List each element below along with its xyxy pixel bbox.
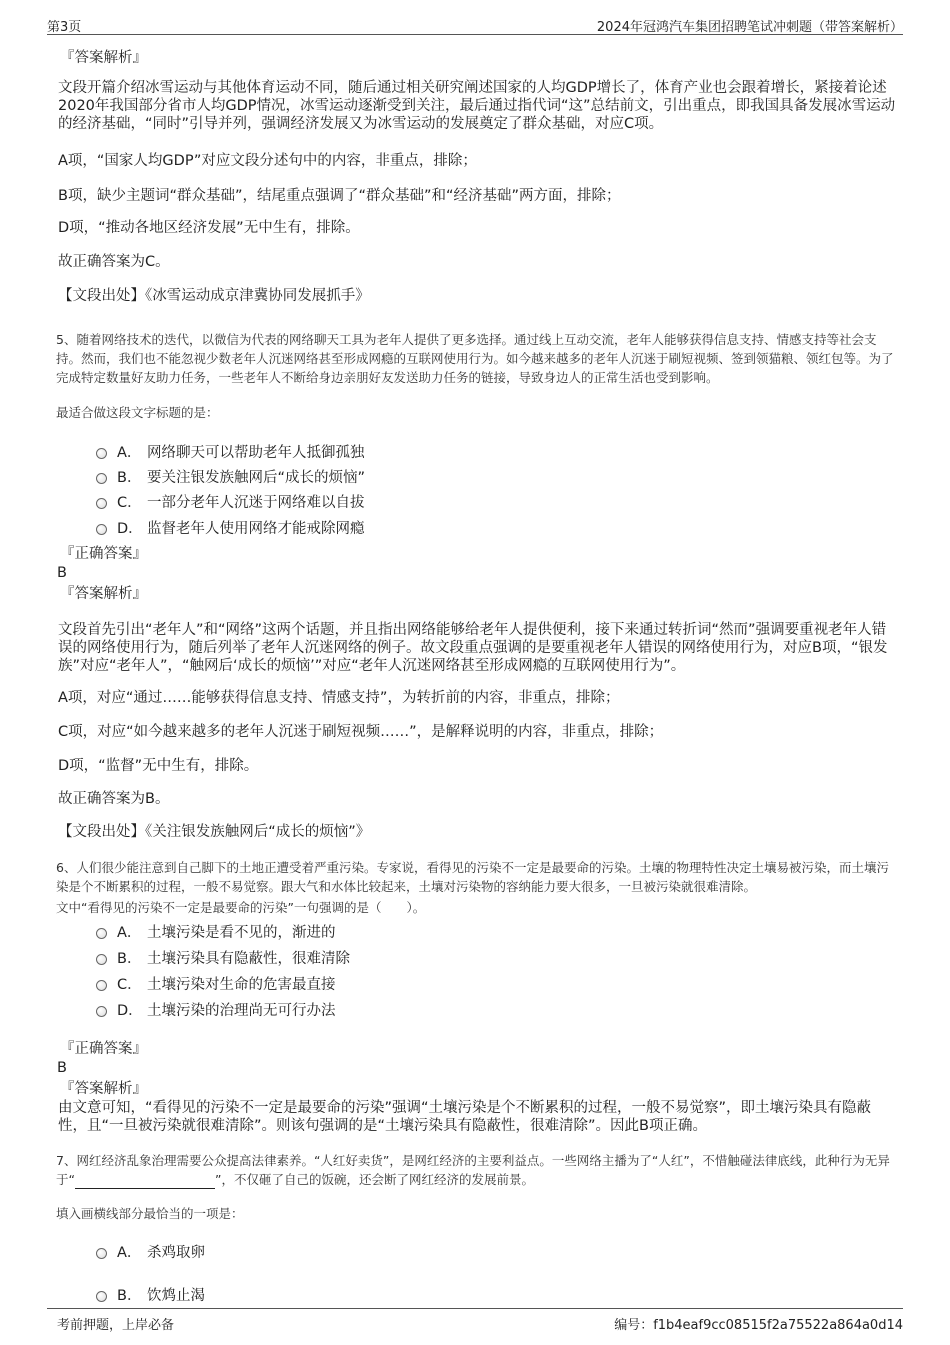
radio-icon[interactable]: [96, 524, 107, 535]
page-footer: [47, 1308, 903, 1331]
option-text: 监督老年人使用网络才能戒除网瘾: [147, 521, 365, 537]
radio-icon[interactable]: [96, 448, 107, 459]
radio-icon[interactable]: [96, 1248, 107, 1259]
radio-icon[interactable]: [96, 980, 107, 991]
analysis-heading: 『答案解析』: [60, 1081, 147, 1097]
question-7-stem: [56, 1151, 898, 1189]
conclusion: 故正确答案为B。: [58, 791, 170, 807]
question-5-option-a[interactable]: [96, 441, 365, 461]
analysis-option-a: A项，“国家人均GDP”对应文段分述句中的内容，非重点，排除；: [58, 153, 477, 169]
radio-icon[interactable]: [96, 1006, 107, 1017]
analysis-option-b: B项，缺少主题词“群众基础”，结尾重点强调了“群众基础”和“经济基础”两方面，排除；: [58, 188, 621, 204]
radio-icon[interactable]: [96, 473, 107, 484]
analysis-paragraph: 由文意可知，“看得见的污染不一定是最要命的污染”强调“土壤污染是个不断累积的过程，一般不易觉察”，即土壤污染具有隐蔽性，且“一旦被污染就很难清除”。则该句强调的是“土壤污染具有隐蔽性，很难清除”。因此B项正确。: [58, 1100, 872, 1134]
option-text: 要关注银发族触网后“成长的烦恼”: [147, 470, 366, 486]
question-5-option-c[interactable]: [96, 491, 365, 511]
option-text: 杀鸡取卵: [147, 1245, 205, 1261]
analysis-heading: 『答案解析』: [60, 50, 147, 66]
document-title: 2024年冠鸿汽车集团招聘笔试冲刺题（带答案解析）: [596, 20, 903, 35]
question-6-option-b[interactable]: [96, 947, 350, 967]
analysis-option-c: C项，对应“如今越来越多的老年人沉迷于刷短视频……”，是解释说明的内容，非重点，排除；: [58, 724, 664, 740]
question-5-prompt: 最适合做这段文字标题的是：: [56, 405, 219, 420]
question-5-option-d[interactable]: [96, 517, 365, 537]
conclusion: 故正确答案为C。: [58, 254, 170, 270]
source-citation: 【文段出处】《关注银发族触网后“成长的烦恼”》: [58, 824, 371, 840]
question-7-prompt: 填入画横线部分最恰当的一项是：: [56, 1206, 244, 1221]
option-letter: B．: [117, 1288, 142, 1304]
analysis-option-d: D项，“推动各地区经济发展”无中生有，排除。: [58, 220, 360, 236]
option-letter: C．: [117, 495, 142, 511]
option-letter: C．: [117, 977, 142, 993]
analysis-paragraph: 文段首先引出“老年人”和“网络”这两个话题，并且指出网络能够给老年人提供便利，接下来通过转折词“然而”强调要重视老年人错误的网络使用行为，随后列举了老年人沉迷网络的例子。故文段重点强调的是要重视老年人错误的网络使用行为，对应B项，“银发族”对应“老年人”，“触网后‘成长的烦恼’”对应“老年人沉迷网络甚至形成网瘾的互联网使用行为”。: [58, 622, 888, 674]
option-text: 一部分老年人沉迷于网络难以自拔: [147, 495, 365, 511]
page-header: [47, 14, 903, 35]
question-6-stem: 6、人们很少能注意到自己脚下的土地正遭受着严重污染。专家说，看得见的污染不一定是最要命的污染。土壤的物理特性决定土壤易被污染，而土壤污染是个不断累积的过程，一般不易觉察。跟大气和水体比较起来，土壤对污染物的容纳能力要大很多，一旦被污染就很难清除。: [56, 860, 889, 894]
question-7-option-a[interactable]: [96, 1241, 205, 1261]
correct-answer: B: [57, 565, 67, 581]
correct-answer: B: [57, 1060, 67, 1076]
question-7-stem-start: 7、网红经济乱象治理需要公众提高法律素养。“人红好卖货”，是网红经济的主要利益点。一些网络主播为了“人红”，不惜触碰法律底线，此种行为无异于“: [56, 1153, 890, 1187]
option-letter: A．: [117, 445, 142, 461]
correct-answer-heading: 『正确答案』: [60, 1041, 147, 1057]
option-letter: A．: [117, 925, 142, 941]
option-letter: D．: [117, 521, 143, 537]
correct-answer-heading: 『正确答案』: [60, 546, 147, 562]
question-7-option-b[interactable]: [96, 1284, 205, 1304]
question-6-prompt: 文中“看得见的污染不一定是最要命的污染”一句强调的是（ ）。: [56, 900, 426, 915]
question-7-stem-end: ”，不仅砸了自己的饭碗，还会断了网红经济的发展前景。: [214, 1172, 534, 1187]
option-text: 饮鸩止渴: [147, 1288, 205, 1304]
radio-icon[interactable]: [96, 954, 107, 965]
option-text: 土壤污染对生命的危害最直接: [147, 977, 336, 993]
option-letter: A．: [117, 1245, 142, 1261]
question-5-option-b[interactable]: [96, 466, 365, 486]
option-text: 土壤污染的治理尚无可行办法: [147, 1003, 336, 1019]
footer-slogan: 考前押题，上岸必备: [57, 1318, 175, 1333]
analysis-paragraph: 文段开篇介绍冰雪运动与其他体育运动不同，随后通过相关研究阐述国家的人均GDP增长了，体育产业也会跟着增长，紧接着论述2020年我国部分省市人均GDP情况，冰雪运动逐渐受到关注，最后通过指代词“这”总结前文，引出重点，即我国具备发展冰雪运动的经济基础，“同时”引导并列，强调经济发展又为冰雪运动的发展奠定了群众基础，对应C项。: [58, 80, 896, 132]
analysis-option-d: D项，“监督”无中生有，排除。: [58, 758, 259, 774]
option-text: 土壤污染具有隐蔽性，很难清除: [147, 951, 350, 967]
source-citation: 【文段出处】《冰雪运动成京津冀协同发展抓手》: [58, 288, 370, 304]
radio-icon[interactable]: [96, 498, 107, 509]
page-number: 第3页: [47, 20, 82, 35]
fill-in-blank: [75, 1174, 215, 1189]
analysis-heading: 『答案解析』: [60, 586, 147, 602]
analysis-option-a: A项，对应“通过……能够获得信息支持、情感支持”，为转折前的内容，非重点，排除；: [58, 690, 620, 706]
document-id: 编号：f1b4eaf9cc08515f2a75522a864a0d14: [614, 1318, 903, 1333]
option-letter: B．: [117, 470, 142, 486]
question-6-option-c[interactable]: [96, 973, 336, 993]
radio-icon[interactable]: [96, 1291, 107, 1302]
question-6-option-d[interactable]: [96, 999, 336, 1019]
question-5-stem: 5、随着网络技术的迭代，以微信为代表的网络聊天工具为老年人提供了更多选择。通过线上互动交流，老年人能够获得信息支持、情感支持等社会支持。然而，我们也不能忽视少数老年人沉迷网络甚至形成网瘾的互联网使用行为。如今越来越多的老年人沉迷于刷短视频、签到领猫粮、领红包等。为了完成特定数量好友助力任务，一些老年人不断给身边亲朋好友发送助力任务的链接，导致身边人的正常生活也受到影响。: [56, 332, 894, 385]
option-letter: D．: [117, 1003, 143, 1019]
option-text: 土壤污染是看不见的，渐进的: [147, 925, 336, 941]
option-letter: B．: [117, 951, 142, 967]
radio-icon[interactable]: [96, 928, 107, 939]
option-text: 网络聊天可以帮助老年人抵御孤独: [147, 445, 365, 461]
question-6-option-a[interactable]: [96, 921, 336, 941]
